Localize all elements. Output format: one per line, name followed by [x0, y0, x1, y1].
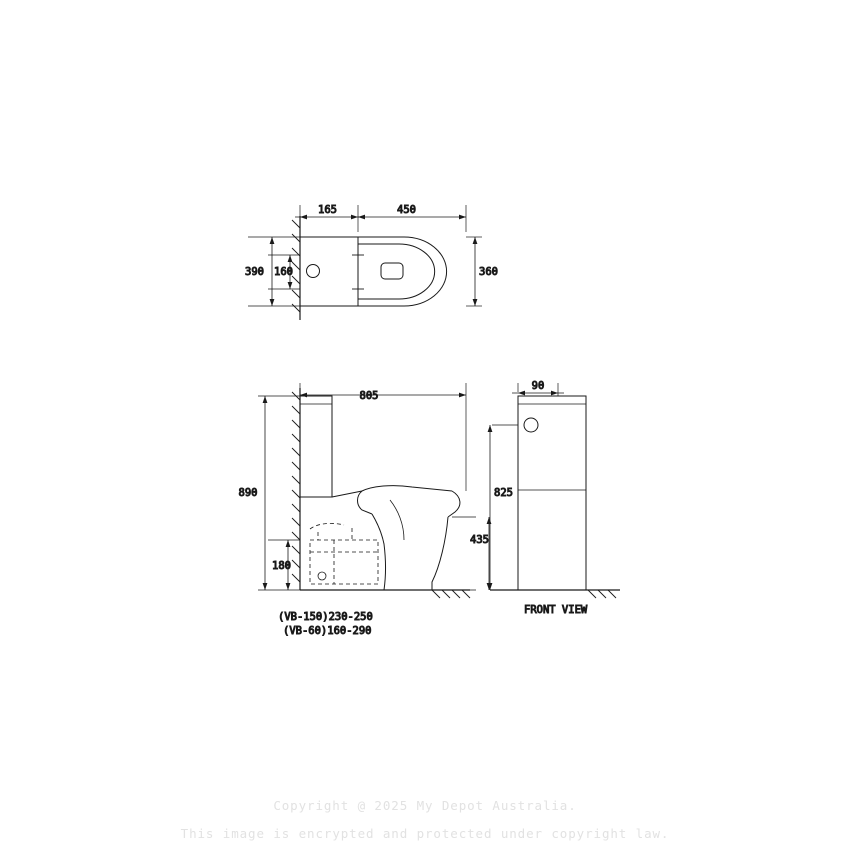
- dim-label-890: 890: [238, 487, 258, 499]
- dim-label-360: 360: [479, 266, 498, 278]
- side-view-bowl-front: [432, 517, 448, 590]
- side-view-seat-top: [332, 486, 452, 497]
- dim-label-160: 160: [274, 266, 293, 278]
- dim-top-390: [245, 237, 274, 306]
- top-view-pan-inner: [358, 244, 435, 299]
- dim-label-825: 825: [494, 487, 513, 499]
- side-view-wall-hatching: [292, 392, 300, 582]
- dim-label-390: 390: [245, 266, 264, 278]
- dim-side-180: [272, 540, 291, 590]
- top-view-flush-button: [307, 265, 320, 278]
- dim-label-805: 805: [359, 390, 379, 402]
- side-view-cistern: [300, 396, 332, 497]
- dim-top-165: [295, 204, 363, 219]
- top-view-wall-hatching: [292, 220, 300, 312]
- dim-label-165: 165: [318, 204, 337, 216]
- front-view-flush-button: [524, 418, 538, 432]
- dim-side-435: [470, 517, 491, 590]
- dim-label-90: 90: [531, 380, 545, 392]
- side-view: [239, 383, 492, 637]
- dim-top-450: [358, 204, 466, 219]
- side-view-seat-front: [448, 491, 460, 517]
- watermark-line-2: This image is encrypted and protected under copyright law.: [180, 826, 670, 841]
- dim-top-360: [473, 237, 498, 306]
- front-view-body: [518, 396, 586, 590]
- dim-side-890: [239, 396, 268, 590]
- front-view: [488, 380, 620, 616]
- top-view-bowl-opening: [381, 263, 403, 279]
- side-view-seat-back: [358, 491, 373, 514]
- dim-front-90: [512, 380, 564, 395]
- dim-label-450: 450: [397, 204, 416, 216]
- note-vb150: (VB-150)230-250: [278, 611, 373, 623]
- top-view-extension-lines: [248, 205, 482, 306]
- dim-label-435: 435: [470, 534, 489, 546]
- dim-top-160: [274, 255, 293, 289]
- top-view-pan-outline: [358, 237, 447, 306]
- top-view: [245, 204, 498, 320]
- watermark-line-1: Copyright @ 2025 My Depot Australia.: [273, 798, 577, 813]
- dim-front-825: [488, 425, 513, 590]
- front-view-caption: FRONT VIEW: [524, 604, 588, 616]
- note-vb60: (VB-60)160-290: [283, 625, 372, 637]
- dim-label-180: 180: [272, 560, 291, 572]
- side-view-extension-lines: [258, 383, 476, 590]
- top-view-cistern: [300, 237, 358, 306]
- side-view-hidden-plumbing: [310, 528, 378, 584]
- side-view-bowl-inner: [390, 500, 404, 540]
- side-view-floor-hatching: [432, 590, 470, 598]
- front-view-floor-hatching: [588, 590, 616, 598]
